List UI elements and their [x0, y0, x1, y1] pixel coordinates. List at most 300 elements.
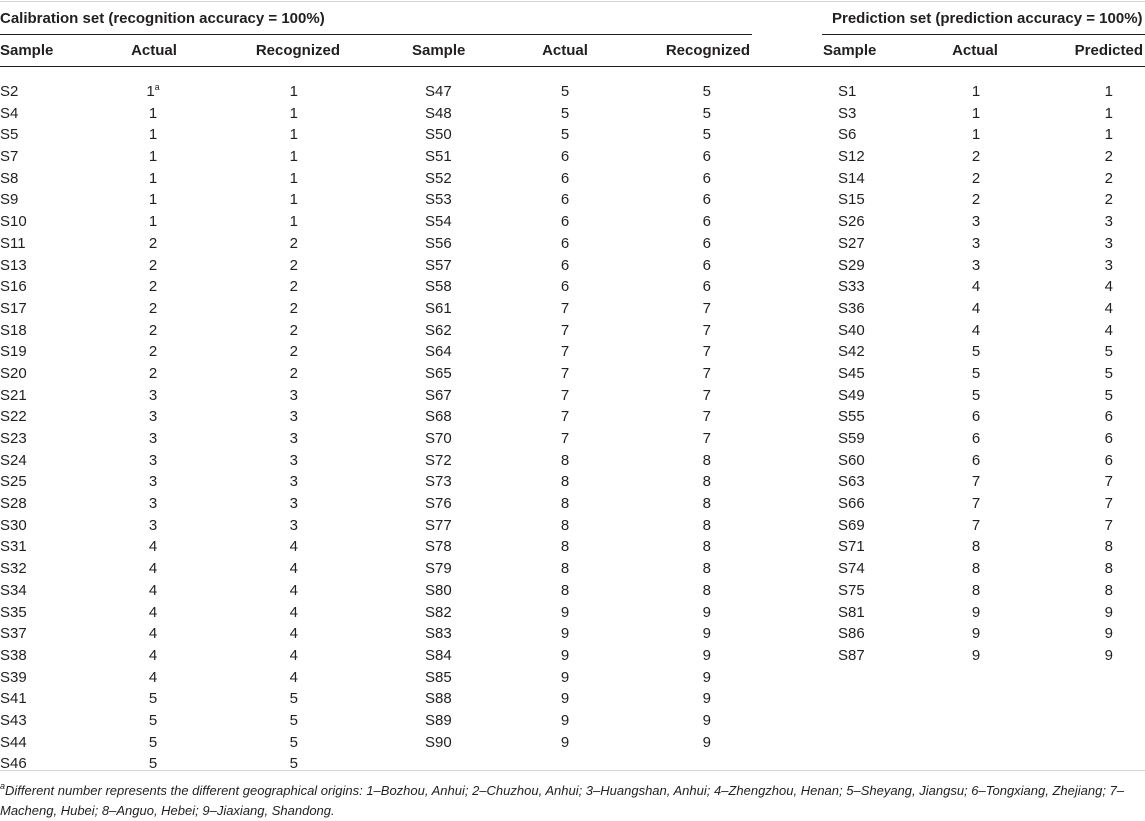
actual-cell: 6: [560, 278, 570, 296]
header-predicted: Predicted: [1074, 42, 1143, 59]
actual-cell: 1: [148, 126, 158, 144]
sample-cell: S25: [0, 473, 27, 491]
sample-cell: S41: [0, 690, 27, 708]
actual-cell: 3: [971, 256, 981, 274]
sample-cell: S39: [0, 668, 27, 686]
recognized-cell: 1: [289, 191, 298, 209]
actual-cell: 7: [560, 408, 570, 426]
recognized-cell: 6: [702, 213, 711, 231]
sample-cell: S55: [838, 408, 865, 426]
table-row: [0, 233, 1145, 255]
table-row: [0, 450, 1145, 472]
header-recognized-1: Recognized: [255, 42, 340, 59]
table-row: [0, 276, 1145, 298]
sample-cell: S59: [838, 430, 865, 447]
table-row: [0, 363, 1145, 385]
sample-cell: S69: [838, 516, 865, 534]
table-row: [0, 471, 1145, 493]
actual-cell: 8: [560, 495, 570, 513]
sample-cell: S2: [0, 83, 19, 100]
recognized-cell: 2: [289, 299, 298, 317]
recognized-cell: 9: [702, 690, 711, 708]
header-sample-1: Sample: [0, 42, 54, 59]
sample-cell: S43: [0, 711, 27, 729]
predicted-cell: 6: [1104, 430, 1113, 447]
recognized-cell: 3: [289, 516, 298, 534]
sample-cell: S30: [0, 516, 27, 534]
sample-cell: S89: [425, 711, 452, 729]
actual-cell: 5: [148, 711, 158, 729]
recognized-cell: 1: [289, 104, 298, 122]
sample-cell: S31: [0, 538, 27, 556]
actual-cell: 4: [971, 321, 981, 339]
predicted-cell: 5: [1104, 386, 1113, 404]
recognized-cell: 7: [702, 364, 711, 382]
header-actual-3: Actual: [952, 42, 998, 59]
footnote-marker-ref: a: [154, 82, 160, 92]
predicted-cell: 6: [1104, 408, 1113, 426]
actual-cell: 2: [971, 169, 981, 187]
actual-cell: 2: [148, 321, 158, 339]
table-row: [0, 580, 1145, 602]
actual-cell: 3: [971, 213, 981, 231]
sample-cell: S53: [425, 191, 452, 209]
sample-cell: S37: [0, 625, 27, 643]
sample-cell: S80: [425, 581, 452, 599]
sample-cell: S65: [425, 364, 452, 382]
actual-cell: 6: [560, 234, 570, 252]
recognized-cell: 5: [289, 733, 298, 751]
sample-cell: S42: [838, 343, 865, 361]
sample-cell: S74: [838, 560, 865, 578]
sample-cell: S3: [838, 104, 857, 122]
sample-cell: S29: [838, 256, 865, 274]
actual-cell: 2: [971, 148, 981, 166]
sample-cell: S34: [0, 581, 27, 599]
actual-cell: 1: [971, 126, 981, 144]
sample-cell: S62: [425, 321, 452, 339]
sample-cell: S35: [0, 603, 27, 621]
actual-cell: 6: [560, 213, 570, 231]
recognized-cell: 1: [289, 126, 298, 144]
recognized-cell: 7: [702, 408, 711, 426]
actual-cell: 2: [148, 234, 158, 252]
actual-cell: 3: [148, 430, 158, 447]
sample-cell: S72: [425, 451, 452, 469]
recognized-cell: 4: [289, 646, 298, 664]
actual-cell: 6: [971, 408, 981, 426]
actual-cell: 6: [971, 451, 981, 469]
actual-cell: 7: [560, 386, 570, 404]
sample-cell: S64: [425, 343, 452, 361]
sample-cell: S58: [425, 278, 452, 296]
sample-cell: S6: [838, 126, 857, 144]
calibration-title: Calibration set (recognition accuracy = 100%): [0, 10, 325, 27]
actual-cell: 4: [148, 581, 158, 599]
predicted-cell: 9: [1104, 603, 1113, 621]
sample-cell: S26: [838, 213, 865, 231]
table-row: [0, 645, 1145, 667]
recognized-cell: 2: [289, 321, 298, 339]
predicted-cell: 9: [1104, 625, 1113, 643]
actual-cell: 5: [560, 83, 570, 100]
sample-cell: S66: [838, 495, 865, 513]
actual-cell: 7: [971, 495, 981, 513]
sample-cell: S85: [425, 668, 452, 686]
sample-cell: S28: [0, 495, 27, 513]
actual-cell: 9: [560, 668, 570, 686]
actual-cell: 4: [148, 625, 158, 643]
sample-cell: S24: [0, 451, 27, 469]
sample-cell: S27: [838, 234, 865, 252]
sample-cell: S36: [838, 299, 865, 317]
footnote-text: Different number represents the different geographical origins: 1–Bozhou, Anhui; 2–Chuzhou, Anhui; 3–Huangshan, Anhui; 4–Zhengzhou, Henan; 5–Sheyang, Jiangsu; 6–Tongxiang, Zhejiang; 7–Macheng, Hubei; 8–Anguo, Hebei; 9–Jiaxiang, Shandong.: [0, 783, 1125, 818]
actual-cell: 2: [148, 364, 158, 382]
actual-cell: 4: [971, 278, 981, 296]
recognized-cell: 8: [702, 581, 711, 599]
sample-cell: S61: [425, 299, 452, 317]
recognized-cell: 5: [289, 711, 298, 729]
sample-cell: S82: [425, 603, 452, 621]
predicted-cell: 7: [1104, 495, 1113, 513]
table-row: [0, 406, 1145, 428]
predicted-cell: 1: [1104, 104, 1113, 122]
actual-cell: 2: [971, 191, 981, 209]
recognized-cell: 1: [289, 213, 298, 231]
recognized-cell: 6: [702, 256, 711, 274]
recognized-cell: 1: [289, 83, 298, 100]
sample-cell: S47: [425, 83, 452, 100]
predicted-cell: 3: [1104, 213, 1113, 231]
recognized-cell: 2: [289, 256, 298, 274]
table-row: [0, 320, 1145, 342]
recognized-cell: 8: [702, 538, 711, 556]
sample-cell: S88: [425, 690, 452, 708]
recognized-cell: 9: [702, 625, 711, 643]
sample-cell: S19: [0, 343, 27, 361]
recognized-cell: 9: [702, 603, 711, 621]
recognized-cell: 5: [702, 83, 711, 100]
sample-cell: S76: [425, 495, 452, 513]
actual-cell: 8: [971, 560, 981, 578]
actual-cell: 1: [971, 104, 981, 122]
sample-cell: S22: [0, 408, 27, 426]
recognized-cell: 8: [702, 560, 711, 578]
sample-cell: S45: [838, 364, 865, 382]
recognized-cell: 5: [702, 104, 711, 122]
recognized-cell: 8: [702, 473, 711, 491]
predicted-cell: 2: [1104, 148, 1113, 166]
recognized-cell: 7: [702, 386, 711, 404]
table-row: [0, 81, 1145, 103]
actual-cell: 1: [148, 148, 158, 166]
actual-cell: 8: [560, 560, 570, 578]
recognized-cell: 2: [289, 343, 298, 361]
actual-cell: 7: [560, 364, 570, 382]
sample-cell: S71: [838, 538, 865, 556]
sample-cell: S13: [0, 256, 27, 274]
recognized-cell: 1: [289, 169, 298, 187]
sample-cell: S70: [425, 430, 452, 447]
sample-cell: S83: [425, 625, 452, 643]
actual-cell: 6: [560, 256, 570, 274]
actual-cell: 1: [148, 104, 158, 122]
predicted-cell: 8: [1104, 581, 1113, 599]
sample-cell: S1: [838, 83, 857, 100]
recognized-cell: 4: [289, 538, 298, 556]
predicted-cell: 7: [1104, 516, 1113, 534]
sample-cell: S10: [0, 213, 27, 231]
recognized-cell: 2: [289, 234, 298, 252]
sample-cell: S84: [425, 646, 452, 664]
actual-cell: 5: [971, 343, 981, 361]
recognized-cell: 7: [702, 299, 711, 317]
table-row: [0, 341, 1145, 363]
actual-cell: 4: [148, 538, 158, 556]
table-row: [0, 189, 1145, 211]
actual-cell: 4: [148, 646, 158, 664]
sample-cell: S15: [838, 191, 865, 209]
actual-cell: 9: [560, 625, 570, 643]
actual-cell: 9: [560, 690, 570, 708]
table-row: [0, 168, 1145, 190]
sample-cell: S78: [425, 538, 452, 556]
sample-cell: S50: [425, 126, 452, 144]
table-row: [0, 710, 752, 732]
recognized-cell: 8: [702, 495, 711, 513]
sample-cell: S14: [838, 169, 865, 187]
actual-cell: 3: [148, 473, 158, 491]
footnote-marker: a: [0, 781, 6, 791]
sample-cell: S87: [838, 646, 865, 664]
sample-cell: S73: [425, 473, 452, 491]
footnote: [0, 781, 1140, 821]
sample-cell: S63: [838, 473, 865, 491]
actual-cell: 9: [560, 733, 570, 751]
actual-cell: 8: [560, 581, 570, 599]
table-row: [0, 558, 1145, 580]
header-recognized-2: Recognized: [665, 42, 750, 59]
sample-cell: S20: [0, 364, 27, 382]
actual-cell: 2: [148, 299, 158, 317]
table-row: [0, 385, 1145, 407]
recognized-cell: 3: [289, 495, 298, 513]
predicted-cell: 4: [1104, 278, 1113, 296]
header-actual-1: Actual: [131, 42, 177, 59]
actual-cell: 7: [560, 321, 570, 339]
actual-cell: 6: [560, 148, 570, 166]
recognized-cell: 6: [702, 169, 711, 187]
header-rule: [0, 66, 1145, 67]
sample-cell: S4: [0, 104, 19, 122]
actual-cell: 4: [148, 668, 158, 686]
actual-cell: 3: [148, 386, 158, 404]
table-row: [0, 623, 1145, 645]
recognized-cell: 9: [702, 668, 711, 686]
header-sample-3: Sample: [823, 42, 877, 59]
actual-cell: 2: [148, 343, 158, 361]
table-row: [0, 146, 1145, 168]
sample-cell: S52: [425, 169, 452, 187]
top-border: [0, 1, 1145, 2]
table-row: [0, 536, 1145, 558]
predicted-cell: 7: [1104, 473, 1113, 491]
sample-cell: S33: [838, 278, 865, 296]
calibration-group-rule: [0, 34, 752, 35]
predicted-cell: 2: [1104, 191, 1113, 209]
recognized-cell: 6: [702, 148, 711, 166]
recognized-cell: 8: [702, 516, 711, 534]
actual-cell: 8: [560, 538, 570, 556]
sample-cell: S54: [425, 213, 452, 231]
sample-cell: S21: [0, 386, 27, 404]
prediction-rows: [0, 81, 1145, 667]
actual-cell: 5: [971, 364, 981, 382]
recognized-cell: 7: [702, 343, 711, 361]
predicted-cell: 8: [1104, 538, 1113, 556]
recognized-cell: 4: [289, 603, 298, 621]
actual-cell: 9: [560, 603, 570, 621]
predicted-cell: 3: [1104, 256, 1113, 274]
recognized-cell: 2: [289, 364, 298, 382]
table-row: [0, 428, 1145, 450]
actual-cell: 1$^a$: [146, 82, 160, 100]
recognized-cell: 1: [289, 148, 298, 166]
sample-cell: S75: [838, 581, 865, 599]
recognized-cell: 4: [289, 581, 298, 599]
actual-cell: 8: [560, 473, 570, 491]
actual-cell: 3: [148, 408, 158, 426]
predicted-cell: 1: [1104, 83, 1113, 100]
recognized-cell: 7: [702, 430, 711, 447]
actual-cell: 3: [148, 495, 158, 513]
predicted-cell: 9: [1104, 646, 1113, 664]
recognized-cell: 7: [702, 321, 711, 339]
recognized-cell: 3: [289, 408, 298, 426]
table-row: [0, 732, 752, 754]
sample-cell: S16: [0, 278, 27, 296]
recognized-cell: 4: [289, 625, 298, 643]
predicted-cell: 8: [1104, 560, 1113, 578]
actual-cell: 3: [148, 516, 158, 534]
sample-cell: S32: [0, 560, 27, 578]
table-row: [0, 493, 1145, 515]
actual-cell: 4: [971, 299, 981, 317]
actual-cell: 5: [560, 104, 570, 122]
recognized-cell: 9: [702, 711, 711, 729]
table-row: [0, 298, 1145, 320]
sample-cell: S81: [838, 603, 865, 621]
recognized-cell: 9: [702, 646, 711, 664]
sample-cell: S12: [838, 148, 865, 166]
actual-cell: 8: [560, 516, 570, 534]
recognized-cell: 6: [702, 191, 711, 209]
header-sample-2: Sample: [412, 42, 466, 59]
table-row: [0, 667, 752, 689]
actual-cell: 9: [971, 603, 981, 621]
actual-cell: 1: [971, 83, 981, 100]
recognized-cell: 3: [289, 386, 298, 404]
table-row: [0, 211, 1145, 233]
actual-cell: 7: [971, 473, 981, 491]
actual-cell: 8: [971, 538, 981, 556]
recognized-cell: 5: [289, 755, 298, 773]
recognized-cell: 3: [289, 430, 298, 447]
actual-cell: 4: [148, 560, 158, 578]
header-actual-2: Actual: [542, 42, 588, 59]
sample-cell: S9: [0, 191, 19, 209]
recognized-cell: 4: [289, 560, 298, 578]
prediction-group-rule: [822, 34, 1145, 35]
sample-cell: S40: [838, 321, 865, 339]
recognized-cell: 8: [702, 451, 711, 469]
sample-cell: S57: [425, 256, 452, 274]
recognized-cell: 2: [289, 278, 298, 296]
table-row: [0, 103, 1145, 125]
sample-cell: S51: [425, 148, 452, 166]
sample-cell: S90: [425, 733, 452, 751]
actual-cell: 5: [560, 126, 570, 144]
actual-cell: 8: [971, 581, 981, 599]
predicted-cell: 3: [1104, 234, 1113, 252]
sample-cell: S38: [0, 646, 27, 664]
actual-cell: 7: [560, 343, 570, 361]
actual-cell: 8: [560, 451, 570, 469]
predicted-cell: 2: [1104, 169, 1113, 187]
sample-cell: S56: [425, 234, 452, 252]
actual-cell: 5: [148, 733, 158, 751]
recognized-cell: 5: [289, 690, 298, 708]
sample-cell: S86: [838, 625, 865, 643]
recognized-cell: 9: [702, 733, 711, 751]
sample-cell: S11: [0, 234, 26, 252]
actual-cell: 6: [560, 191, 570, 209]
predicted-cell: 6: [1104, 451, 1113, 469]
actual-cell: 9: [971, 625, 981, 643]
prediction-title: Prediction set (prediction accuracy = 100%): [832, 10, 1143, 27]
recognized-cell: 3: [289, 473, 298, 491]
actual-cell: 6: [971, 430, 981, 447]
sample-cell: S79: [425, 560, 452, 578]
sample-cell: S68: [425, 408, 452, 426]
actual-cell: 9: [560, 646, 570, 664]
recognized-cell: 6: [702, 278, 711, 296]
predicted-cell: 5: [1104, 364, 1113, 382]
table-row: [0, 515, 1145, 537]
sample-cell: S23: [0, 430, 27, 447]
table-row: [0, 688, 752, 710]
actual-cell: 7: [560, 430, 570, 447]
predicted-cell: 1: [1104, 126, 1113, 144]
actual-cell: 4: [148, 603, 158, 621]
recognized-cell: 4: [289, 668, 298, 686]
actual-cell: 5: [148, 755, 158, 773]
actual-cell: 2: [148, 256, 158, 274]
sample-cell: S8: [0, 169, 19, 187]
table-row: [0, 753, 345, 775]
predicted-cell: 4: [1104, 299, 1113, 317]
actual-cell: 3: [971, 234, 981, 252]
predicted-cell: 5: [1104, 343, 1113, 361]
actual-cell: 5: [148, 690, 158, 708]
actual-cell: 7: [971, 516, 981, 534]
predicted-cell: 4: [1104, 321, 1113, 339]
actual-cell: 1: [148, 191, 158, 209]
sample-cell: S67: [425, 386, 452, 404]
sample-cell: S44: [0, 733, 27, 751]
table-row: [0, 255, 1145, 277]
sample-cell: S49: [838, 386, 865, 404]
